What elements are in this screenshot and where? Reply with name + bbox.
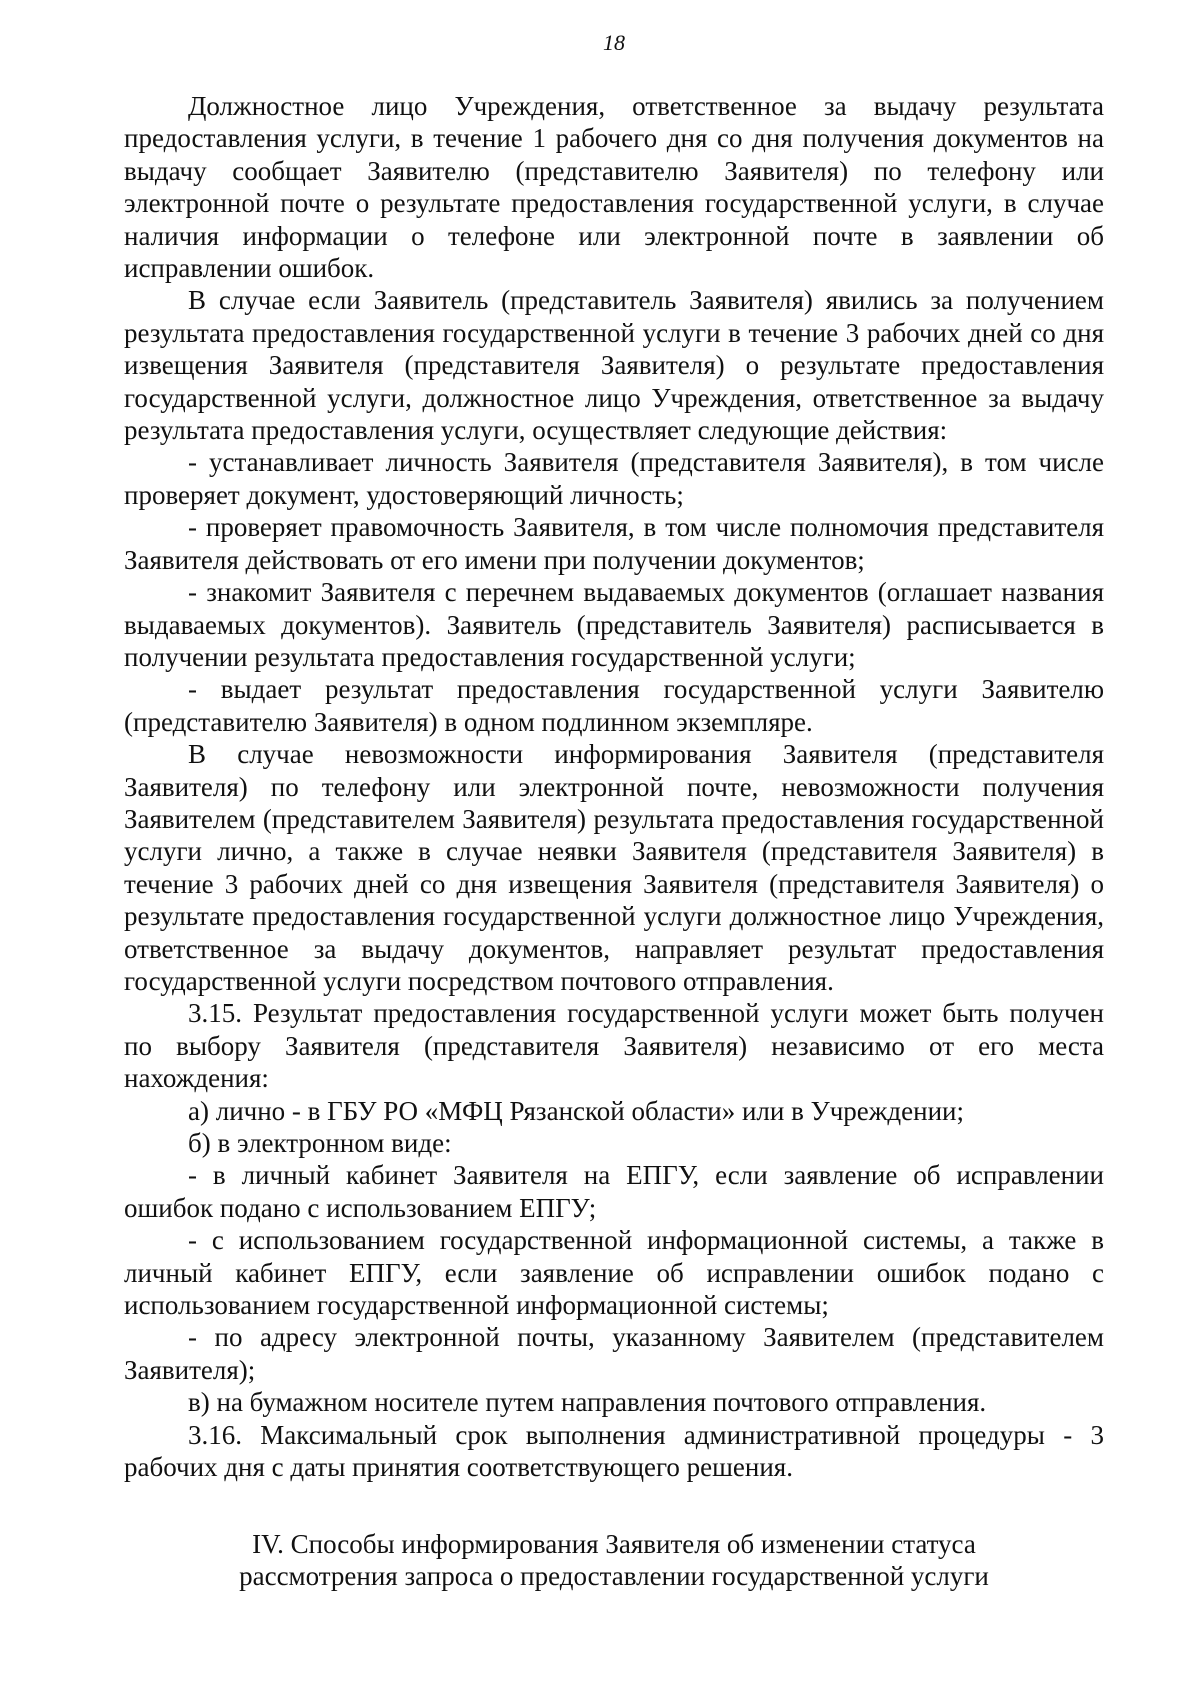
paragraph: В случае если Заявитель (представитель Заявителя) явились за получением результата предоставления государственной услуги в течение 3 рабочих дней со дня извещения Заявителя (представителя Заявителя) о результате предоставления государственной услуги, должностное лицо Учреждения, ответственное за выдачу результата предоставления услуги, осуществляет следующие действия: bbox=[124, 285, 1104, 446]
document-page bbox=[124, 0, 1104, 1695]
paragraph: 3.15. Результат предоставления государственной услуги может быть получен по выбору Заявителя (представителя Заявителя) независимо от его места нахождения: bbox=[124, 998, 1104, 1094]
paragraph: в) на бумажном носителе путем направления почтового отправления. bbox=[188, 1387, 987, 1418]
paragraph: - в личный кабинет Заявителя на ЕПГУ, если заявление об исправлении ошибок подано с использованием ЕПГУ; bbox=[124, 1160, 1104, 1223]
paragraph: В случае невозможности информирования Заявителя (представителя Заявителя) по телефону или электронной почте, невозможности получения Заявителем (представителем Заявителя) результата предоставления государственной услуги лично, а также в случае неявки Заявителя (представителя Заявителя) в течение 3 рабочих дней со дня извещения Заявителя (представителя Заявителя) о результате предоставления государственной услуги должностное лицо Учреждения, ответственное за выдачу документов, направляет результат предоставления государственной услуги посредством почтового отправления. bbox=[124, 739, 1104, 996]
document-body bbox=[124, 90, 1104, 1483]
paragraph: - проверяет правомочность Заявителя, в том числе полномочия представителя Заявителя действовать от его имени при получении документов; bbox=[124, 512, 1104, 575]
paragraph: - по адресу электронной почты, указанному Заявителем (представителем Заявителя); bbox=[124, 1322, 1104, 1385]
paragraph: 3.16. Максимальный срок выполнения административной процедуры - 3 рабочих дня с даты принятия соответствующего решения. bbox=[124, 1419, 1104, 1483]
section-heading-line: IV. Способы информирования Заявителя об изменении статуса bbox=[252, 1529, 976, 1559]
page-number: 18 bbox=[603, 30, 625, 55]
paragraph: а) лично - в ГБУ РО «МФЦ Рязанской области» или в Учреждении; bbox=[188, 1095, 964, 1126]
paragraph: - знакомит Заявителя с перечнем выдаваемых документов (оглашает названия выдаваемых документов). Заявитель (представитель Заявителя) расписывается в получении результата предоставления государственной услуги; bbox=[124, 577, 1104, 672]
paragraph: - устанавливает личность Заявителя (представителя Заявителя), в том числе проверяет документ, удостоверяющий личность; bbox=[124, 447, 1104, 510]
paragraph: Должностное лицо Учреждения, ответственное за выдачу результата предоставления услуги, в течение 1 рабочего дня со дня получения документов на выдачу сообщает Заявителю (представителю Заявителя) по телефону или электронной почте о результате предоставления государственной услуги, в случае наличия информации о телефоне или электронной почте в заявлении об исправлении ошибок. bbox=[124, 91, 1104, 284]
paragraph: б) в электронном виде: bbox=[188, 1128, 452, 1158]
section-heading-line: рассмотрения запроса о предоставлении государственной услуги bbox=[239, 1561, 989, 1592]
section-heading bbox=[124, 1528, 1104, 1593]
paragraph: - выдает результат предоставления государственной услуги Заявителю (представителю Заявителя) в одном подлинном экземпляре. bbox=[124, 674, 1104, 737]
paragraph: - с использованием государственной информационной системы, а также в личный кабинет ЕПГУ, если заявление об исправлении ошибок подано с использованием государственной информационной системы; bbox=[124, 1225, 1104, 1321]
